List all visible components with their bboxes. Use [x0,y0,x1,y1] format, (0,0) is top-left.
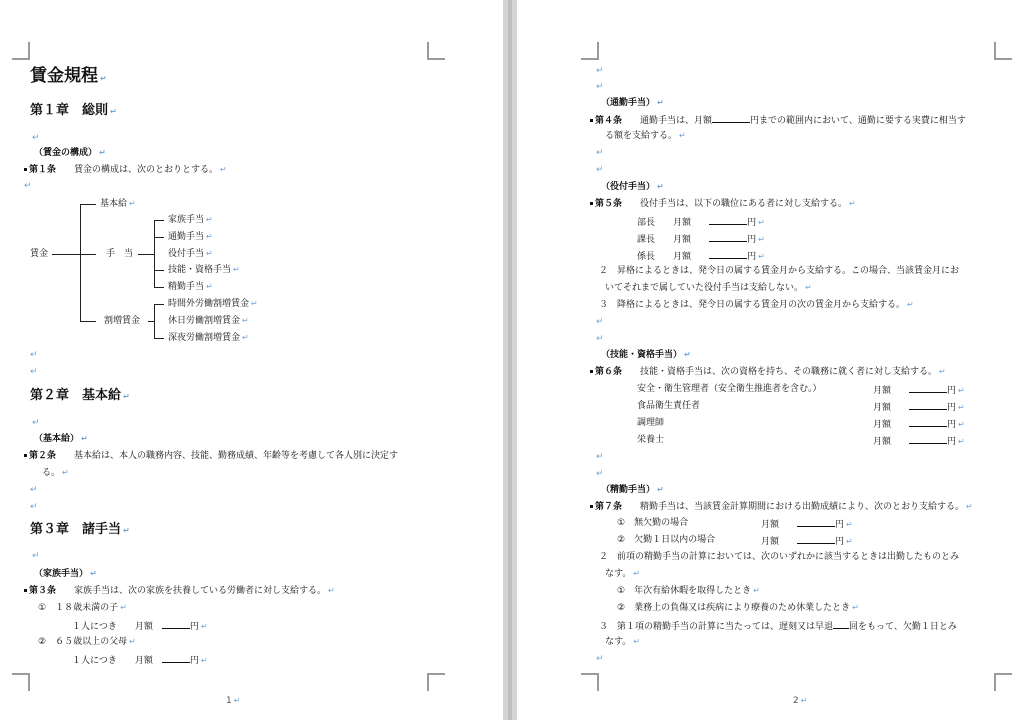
article-paragraph-cont: る。 ↵ [42,468,69,478]
skill-amount: 月額 円 ↵ [873,383,965,397]
document-page-2 [517,0,1024,720]
tree-leaf: 深夜労働割増賃金 ↵ [168,333,249,343]
tree-leaf: 通勤手当 ↵ [168,232,213,242]
amount-line: １人につき 月額 円 ↵ [72,619,208,633]
article-paragraph: 第１条 賃金の構成は、次のとおりとする。 ↵ [24,164,227,176]
tree-line [52,254,96,255]
margin-corner-mark [994,42,1012,60]
tree-line [154,270,164,271]
position-row: 部長 月額 円 ↵ [637,215,765,229]
page-number: 2 ↵ [793,696,808,706]
chapter-heading: 第２章 基本給 ↵ [30,388,130,403]
margin-corner-mark [12,42,30,60]
list-item: ① １８歳未満の子 ↵ [38,603,127,613]
section-heading: （通勤手当） ↵ [601,98,664,108]
paragraph-mark: ↵ [24,181,32,191]
tree-line [154,304,155,338]
skill-amount: 月額 円 ↵ [873,400,965,414]
section-heading: （役付手当） ↵ [601,182,664,192]
margin-corner-mark [12,673,30,691]
tree-node-allowance: 手 当 [106,249,134,259]
tree-line [154,237,164,238]
article-paragraph: 第２条 基本給は、本人の職務内容、技能、勤務成績、年齢等を考慮して各人別に決定す [24,450,398,462]
skill-name: 食品衛生責任者 [637,401,701,411]
tree-leaf: 技能・資格手当 ↵ [168,265,240,275]
tree-line [80,204,81,321]
page-number: 1 ↵ [226,696,241,706]
paragraph-mark: ↵ [30,485,38,495]
section-heading: （家族手当） ↵ [34,569,97,579]
skill-name: 調理師 [637,418,665,428]
scrollbar[interactable] [508,0,512,720]
paragraph-cont: なす。 ↵ [605,569,640,579]
skill-amount: 月額 円 ↵ [873,417,965,431]
paragraph-mark: ↵ [30,350,38,360]
tree-line [154,220,164,221]
tree-line [154,287,164,288]
section-heading: （賃金の構成） ↵ [34,148,106,158]
list-item: ② ６５歳以上の父母 ↵ [38,637,136,647]
amount-line: １人につき 月額 円 ↵ [72,653,208,667]
list-item: ② 欠勤１日以内の場合 [617,535,716,545]
amount-line: 月額 円 ↵ [761,534,853,548]
section-heading: （基本給） ↵ [34,434,88,444]
article-paragraph: 第３条 家族手当は、次の家族を扶養している労働者に対し支給する。 ↵ [24,585,335,597]
amount-line: 月額 円 ↵ [761,517,853,531]
page-gap [503,0,517,720]
paragraph-mark: ↵ [596,469,604,479]
tree-leaf: 家族手当 ↵ [168,215,213,225]
paragraph-cont: いてそれまで属していた役付手当は支給しない。 ↵ [605,283,812,293]
tree-line [80,204,96,205]
paragraph-mark: ↵ [32,133,40,143]
tree-leaf: 役付手当 ↵ [168,249,213,259]
list-item: ① 年次有給休暇を取得したとき ↵ [617,586,760,596]
paragraph-mark: ↵ [596,66,604,76]
tree-root-label: 賃金 [30,249,49,259]
document-title: 賃金規程 ↵ [30,66,107,86]
margin-corner-mark [994,673,1012,691]
paragraph: ２ 昇格によるときは、発令日の属する賃金月から支給する。この場合、当該賃金月にお [599,266,960,276]
tree-line [154,338,164,339]
paragraph-mark: ↵ [30,367,38,377]
margin-corner-mark [427,42,445,60]
tree-leaf: 時間外労働割増賃金 ↵ [168,299,258,309]
paragraph-cont: なす。 ↵ [605,637,640,647]
skill-amount: 月額 円 ↵ [873,434,965,448]
chapter-heading: 第３章 諸手当 ↵ [30,522,130,537]
list-item: ① 無欠勤の場合 [617,518,689,528]
paragraph-mark: ↵ [596,82,604,92]
paragraph-mark: ↵ [596,654,604,664]
margin-corner-mark [581,42,599,60]
article-paragraph: 第５条 役付手当は、以下の職位にある者に対し支給する。 ↵ [590,198,856,210]
tree-line [80,321,96,322]
list-item: ② 業務上の負傷又は疾病により療養のため休業したとき ↵ [617,603,859,613]
tree-leaf: 精勤手当 ↵ [168,282,213,292]
section-heading: （精勤手当） ↵ [601,485,664,495]
tree-line [154,304,164,305]
position-row: 係長 月額 円 ↵ [637,249,765,263]
margin-corner-mark [427,673,445,691]
paragraph-mark: ↵ [596,165,604,175]
paragraph: ３ 降格によるときは、発令日の属する賃金月の次の賃金月から支給する。 ↵ [599,300,914,310]
paragraph-mark: ↵ [596,334,604,344]
margin-corner-mark [581,673,599,691]
tree-leaf: 休日労働割増賃金 ↵ [168,316,249,326]
paragraph-mark: ↵ [32,418,40,428]
paragraph: ３ 第１項の精勤手当の計算に当たっては、遅刻又は早退 回をもって、欠勤１日とみ [599,619,957,633]
article-paragraph-cont: る額を支給する。 ↵ [605,131,686,141]
article-paragraph: 第７条 精勤手当は、当該賃金計算期間における出勤成績により、次のとおり支給する。 ↵ [590,501,973,513]
article-paragraph: 第４条 通勤手当は、月額 円までの範囲内において、通勤に要する実費に相当す [590,113,966,127]
section-heading: （技能・資格手当） ↵ [601,350,691,360]
tree-node-base-pay: 基本給 ↵ [100,199,136,209]
chapter-heading: 第１章 総則 ↵ [30,103,117,118]
skill-name: 安全・衛生管理者（安全衛生推進者を含む。） [637,384,822,394]
paragraph-mark: ↵ [32,551,40,561]
paragraph: ２ 前項の精勤手当の計算においては、次のいずれかに該当するときは出勤したものとみ [599,552,960,562]
paragraph-mark: ↵ [596,317,604,327]
paragraph-mark: ↵ [596,452,604,462]
tree-line [138,254,154,255]
tree-line [154,220,155,287]
tree-node-premium: 割増賃金 [104,316,141,326]
document-page-1 [0,0,503,720]
paragraph-mark: ↵ [30,502,38,512]
paragraph-mark: ↵ [596,148,604,158]
article-paragraph: 第６条 技能・資格手当は、次の資格を持ち、その職務に就く者に対し支給する。 ↵ [590,366,946,378]
skill-name: 栄養士 [637,435,665,445]
position-row: 課長 月額 円 ↵ [637,232,765,246]
